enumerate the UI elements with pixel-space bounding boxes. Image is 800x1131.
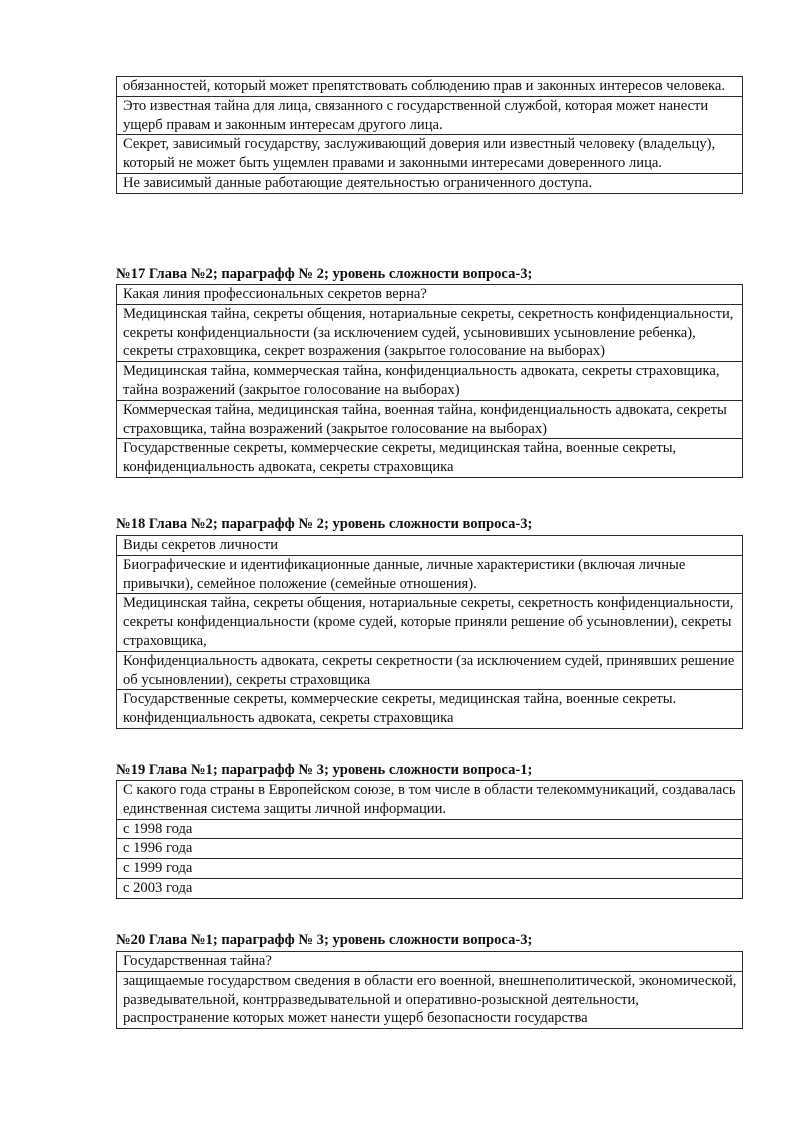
answer-cell: обязанностей, который может препятствовать соблюдению прав и законных интересов человека. <box>123 78 725 94</box>
question-19-heading: №19 Глава №1; параграфф № 3; уровень сложности вопроса-1; <box>116 762 533 778</box>
answer-cell: Конфиденциальность адвоката, секреты секретности (за исключением судей, принявших решение об усыновлении), секреты страховщика <box>117 651 742 690</box>
answer-cell: Не зависимый данные работающие деятельностью ограниченного доступа. <box>117 173 742 193</box>
answer-cell: Коммерческая тайна, медицинская тайна, военная тайна, конфиденциальность адвоката, секреты страховщика, тайна возражений (закрытое голосование на выборах) <box>117 400 742 439</box>
question-17-table <box>116 284 743 478</box>
question-18-heading: №18 Глава №2; параграфф № 2; уровень сложности вопроса-3; <box>116 516 533 532</box>
answer-cell: с 1999 года <box>117 858 742 878</box>
question-cell: Государственная тайна? <box>123 953 272 969</box>
answer-cell: с 1996 года <box>117 838 742 858</box>
question-19-table <box>116 780 743 899</box>
answer-cell: Государственные секреты, коммерческие секреты, медицинская тайна, военные секреты, конфиденциальность адвоката, секреты страховщика <box>117 438 742 477</box>
question-cell: С какого года страны в Европейском союзе, в том числе в области телекоммуникаций, создавалась единственная система защиты личной информации. <box>123 782 736 817</box>
answer-cell: Медицинская тайна, коммерческая тайна, конфиденциальность адвоката, секреты страховщика, тайна возражений (закрытое голосование на выборах) <box>117 361 742 400</box>
answer-cell: с 2003 года <box>117 878 742 898</box>
answer-cell: Медицинская тайна, секреты общения, нотариальные секреты, секретность конфиденциальности, секреты конфиденциальности (кроме судей, которые приняли решение об усыновлении), секреты страховщика, <box>117 593 742 650</box>
question-20-heading: №20 Глава №1; параграфф № 3; уровень сложности вопроса-3; <box>116 932 533 948</box>
answer-cell: с 1998 года <box>117 819 742 839</box>
answer-cell: Государственные секреты, коммерческие секреты, медицинская тайна, военные секреты. конфиденциальность адвоката, секреты страховщика <box>117 689 742 728</box>
question-16-answers-table <box>116 76 743 194</box>
question-cell: Виды секретов личности <box>123 537 279 553</box>
answer-cell: Это известная тайна для лица, связанного с государственной службой, которая может нанести ущерб правам и законным интересам другого лица. <box>117 96 742 135</box>
answer-cell: Биографические и идентификационные данные, личные характеристики (включая личные привычки), семейное положение (семейные отношения). <box>117 555 742 594</box>
question-17-heading: №17 Глава №2; параграфф № 2; уровень сложности вопроса-3; <box>116 266 533 282</box>
question-20-table <box>116 951 743 1029</box>
answer-cell: Секрет, зависимый государству, заслуживающий доверия или известный человеку (владельцу), который не может быть ущемлен правами и законными интересами доверенного лица. <box>117 134 742 173</box>
answer-cell: Медицинская тайна, секреты общения, нотариальные секреты, секретность конфиденциальности, секреты конфиденциальности (за исключением судей, усыновивших усыновление ребенка), секреты страховщика, секрет возражения (закрытое голосование на выборах) <box>117 304 742 361</box>
question-cell: Какая линия профессиональных секретов верна? <box>123 286 427 302</box>
question-18-table <box>116 535 743 729</box>
answer-cell: защищаемые государством сведения в области его военной, внешнеполитической, экономической, разведывательной, контрразведывательной и оперативно-розыскной деятельности, распространение которых может нанести ущерб безопасности государства <box>117 971 742 1028</box>
